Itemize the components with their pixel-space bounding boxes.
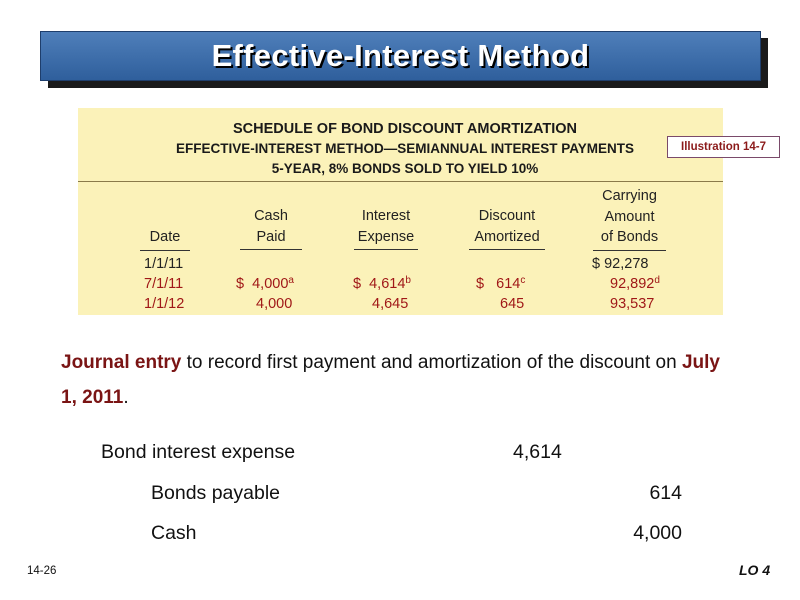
col-header-carrying [593, 186, 666, 251]
credit-amount-2: 4,000 [633, 522, 682, 544]
col-header-interest-line1: Interest [361, 208, 411, 224]
row2-interest-footnote: b [405, 275, 411, 286]
col-header-carrying-line3: of Bonds [600, 229, 659, 245]
row3-date: 1/1/12 [144, 296, 185, 312]
slide-title: Effective-Interest Method [211, 38, 590, 73]
row2-interest-value: $ 4,614 [353, 276, 406, 292]
row2-cash-value: $ 4,000 [236, 276, 289, 292]
title-bar [40, 31, 761, 81]
col-header-underline [140, 250, 190, 251]
col-header-interest [354, 206, 418, 250]
row3-interest: 4,645 [372, 296, 409, 312]
credit-account-1: Bonds payable [151, 482, 281, 504]
row3-cash: 4,000 [256, 296, 293, 312]
schedule-heading-1: SCHEDULE OF BOND DISCOUNT AMORTIZATION [233, 121, 577, 137]
credit-amount-1: 614 [649, 482, 682, 504]
schedule-heading [78, 119, 732, 179]
col-header-carrying-line2: Amount [604, 208, 655, 225]
learning-objective: LO 4 [739, 562, 771, 578]
row1-date: 1/1/11 [144, 256, 184, 272]
col-header-interest-line2: Expense [357, 228, 415, 245]
col-header-cash [240, 206, 302, 250]
row2-cash [236, 274, 294, 294]
col-header-discount-line1: Discount [478, 208, 536, 224]
col-header-underline [354, 249, 418, 250]
schedule-panel [78, 108, 723, 315]
schedule-heading-2: EFFECTIVE-INTEREST METHOD—SEMIANNUAL INTEREST PAYMENTS [175, 141, 635, 156]
debit-account: Bond interest expense [101, 441, 296, 463]
row3-carrying: 93,537 [610, 296, 655, 312]
col-header-date-label: Date [149, 229, 181, 245]
row2-discount-value: $ 614 [476, 276, 521, 292]
col-header-underline [593, 250, 666, 251]
col-header-discount-line2: Amortized [474, 228, 540, 245]
row1-carrying: $ 92,278 [592, 256, 649, 272]
schedule-divider [78, 181, 723, 182]
col-header-underline [240, 249, 302, 250]
emphasis-journal-entry: Journal entry [61, 352, 182, 373]
col-header-underline [469, 249, 545, 250]
row2-carrying-footnote: d [654, 275, 660, 286]
description-paragraph [61, 345, 721, 415]
col-header-carrying-line1: Carrying [602, 188, 657, 204]
schedule-heading-3: 5-YEAR, 8% BONDS SOLD TO YIELD 10% [271, 161, 539, 176]
col-header-cash-line1: Cash [254, 208, 288, 224]
debit-amount: 4,614 [513, 441, 562, 463]
col-header-cash-line2: Paid [256, 228, 286, 245]
row2-date: 7/1/11 [144, 276, 184, 292]
paragraph-text-1: to record first payment and amortization of the discount on [181, 352, 682, 373]
row2-discount-footnote: c [520, 275, 526, 286]
row2-cash-footnote: a [288, 275, 294, 286]
row2-discount [476, 274, 525, 294]
illustration-label: Illustration 14-7 [667, 136, 780, 158]
emphasis-date: July 1, 2011 [61, 352, 721, 408]
row3-discount: 645 [500, 296, 525, 312]
row2-carrying [610, 274, 660, 294]
paragraph-text-2: . [123, 387, 129, 408]
slide-number: 14-26 [27, 565, 57, 577]
row2-interest [353, 274, 411, 294]
credit-account-2: Cash [151, 522, 197, 544]
row2-carrying-value: 92,892 [610, 276, 655, 292]
col-header-date [140, 227, 190, 251]
col-header-discount [469, 206, 545, 250]
